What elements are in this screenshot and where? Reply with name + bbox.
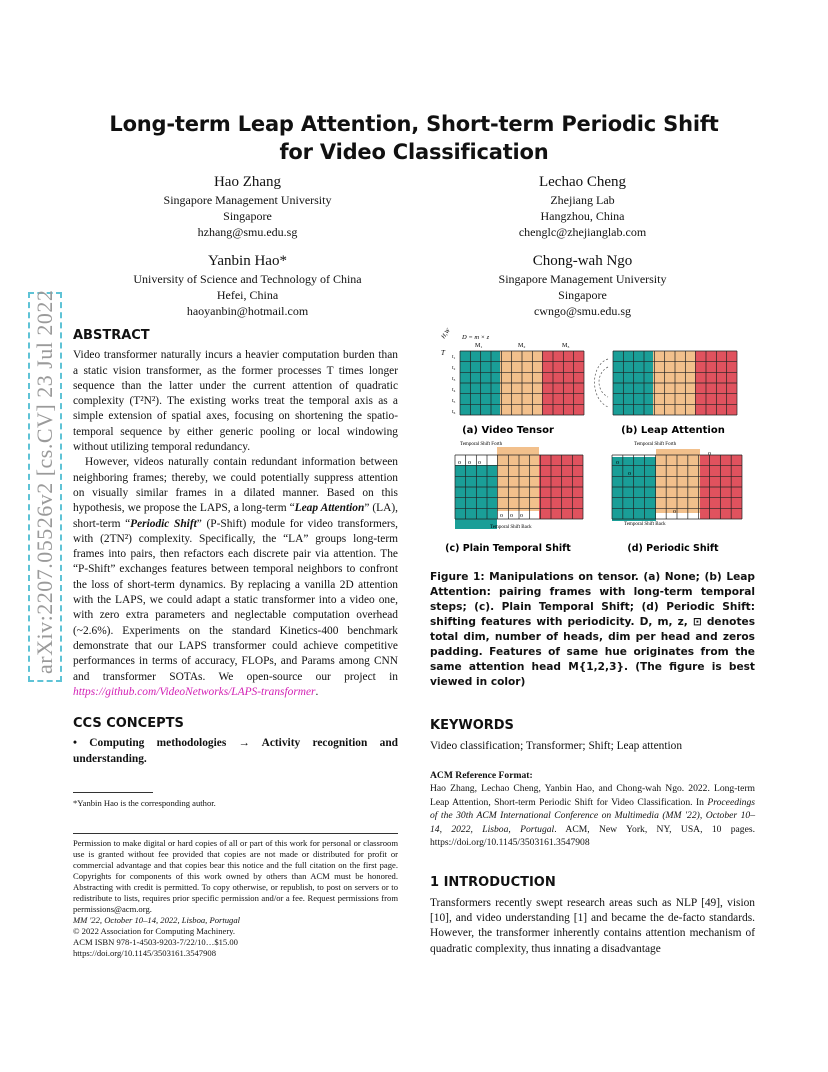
label-a: (a) Video Tensor [462,425,554,436]
intro-heading: 1 INTRODUCTION [430,874,556,890]
reference-authors: Hao Zhang, Lechao Cheng, Yanbin Hao, and Chong-wah Ngo. 2022. Long-term Leap Attention, Short-term Periodic Shift for Video Classification. In [430,783,755,808]
title-line-1: Long-term Leap Attention, Short-term Periodic Shift [109,112,719,136]
author-location: Hangzhou, China [540,209,625,223]
ccs-heading: CCS CONCEPTS [73,716,184,732]
head-label-1: M₁ [475,343,483,349]
svg-text:o: o [673,509,676,515]
t-label: t₂ [452,365,456,371]
pair-arc [599,367,608,397]
shift-forth-label: Temporal Shift Forth [460,442,503,447]
svg-text:o: o [510,513,513,519]
author-location: Hefei, China [216,288,279,302]
shift-forth-label: Temporal Shift Forth [634,442,677,447]
panel-periodic-shift [612,442,742,527]
ccs-concepts: • Computing methodologies → Activity recognition and understanding. [73,737,398,765]
head-label-3: M₃ [562,343,570,349]
author-email: hzhang@smu.edu.sg [197,225,298,239]
abstract-paragraph-1: Video transformer naturally incurs a heavier computation burden than a static vision transformer, as the former processes T times longer sequence than the latter under the current attention of quadratic complexity (T²N²). The existing works treat the temporal axis as a simple extension of spatial axes, focusing on shortening the spatio-temporal sequence by either generic pooling or local windowing without utilizing temporal redundancy. [73,349,398,454]
shifted-orange [497,447,539,511]
reference-tail: . ACM, New York, NY, USA, 10 pages. https://doi.org/10.1145/3503161.3547908 [430,823,755,849]
label-c: (c) Plain Temporal Shift [445,543,571,554]
author-email: cwngo@smu.edu.sg [533,304,632,318]
abstract-text: ” (P-Shift) module for video transformers, with (2TN²) complexity. Specifically, the “LA” groups long-term frames into pairs, then refactors each discrete pair via attention. The “P-Shift” exchanges features between temporal neighbors to confront the loss of short-term dynamics. By replacing a vanilla 2D attention with the LAPS, we could adapt a static transformer into a video one, with zero extra parameters and neglectable computation overhead (~2.6%). Experiments on the standard Kinetics-400 benchmark demonstrate that our LAPS transformer could achieve competitive performances in terms of accuracy, FLOPs, and Params among CNN and transformer SOTAs. We open-source our project in [73,517,398,683]
t-label: t₅ [452,398,456,404]
figure-caption: Figure 1: Manipulations on tensor. (a) None; (b) Leap Attention: pairing frames with long-term temporal steps; (c). Plain Temporal Shift; (d) Periodic Shift: shifting features with periodicity. D, m, z, ⊡ denotes total dim, number of heads, dim per head and zeros padding. Features of same hue originates from the same attention head M{1,2,3}. (The figure is best viewed in color) [430,571,755,688]
svg-text:o: o [468,460,471,466]
author-name: Chong-wah Ngo [532,253,633,269]
abstract-text: . [315,685,319,698]
svg-text:o: o [520,513,523,519]
title-line-2: for Video Classification [279,140,549,164]
isbn-line: ACM ISBN 978-1-4503-9203-7/22/10…$15.00 [73,937,238,947]
author-email: haoyanbin@hotmail.com [186,304,309,318]
footnote: *Yanbin Hao is the corresponding author. [73,798,216,808]
svg-text:o: o [708,451,711,457]
t-label: t₆ [452,409,456,415]
periodic-shift-term: Periodic Shift [130,517,197,530]
right-column [430,718,755,957]
permission-text: Permission to make digital or hard copies of all or part of this work for personal or classroom use is granted without fee provided that copies are not made or distributed for profit or commercial advantage and that copies bear this notice and the full citation on the first page. Copyrights for components of this work owned by others than ACM must be honored. Abstracting with credit is permitted. To copy otherwise, or republish, to post on servers or to redistribute to lists, requires prior specific permission and/or a fee. Request permissions from permissions@acm.org. [73,838,398,914]
pair-arc [595,359,609,407]
author-affiliation: Singapore Management University [498,272,667,286]
permission-rule [73,833,398,834]
svg-text:o: o [500,513,503,519]
author-name: Yanbin Hao* [208,253,287,269]
t-axis-label: T [441,349,445,357]
author-affiliation: Singapore Management University [163,193,332,207]
project-link[interactable]: https://github.com/VideoNetworks/LAPS-transformer [73,685,316,698]
svg-text:o: o [616,460,619,466]
author-block-1 [100,172,395,240]
panel-leap-attention [595,351,738,415]
author-name: Lechao Cheng [538,174,627,190]
abstract-heading: ABSTRACT [73,328,150,343]
t-label: t₄ [452,387,456,393]
figure-1 [430,325,760,555]
t-label: t₃ [452,376,456,382]
copyright-line: © 2022 Association for Computing Machinery. [73,926,236,936]
keywords-heading: KEYWORDS [430,718,514,733]
shift-back-label: Temporal Shift Back [624,522,666,527]
label-d: (d) Periodic Shift [627,543,719,554]
shift-back-label: Temporal Shift Back [490,525,532,530]
dim-label: D = m × z [462,334,490,341]
acm-reference [430,769,755,850]
head-label-2: M₂ [518,343,526,349]
venue-line: MM '22, October 10–14, 2022, Lisboa, Portugal [73,915,241,925]
acm-reference-heading: ACM Reference Format: [430,769,533,781]
svg-text:o: o [458,460,461,466]
panel-video-tensor [440,327,584,415]
abstract-paragraph-2 [73,455,398,700]
author-block-3 [100,251,395,319]
svg-text:o: o [478,460,481,466]
arxiv-stamp: arXiv:2207.05526v2 [cs.CV] 23 Jul 2022 [28,292,62,682]
reference-proceedings: Proceedings of the 30th ACM International Conference on Multimedia (MM '22), October 10–14, 2022, Lisboa, Portugal [430,796,755,835]
abstract-text: However, videos naturally contain redundant information between neighboring frames; thereby, we could potentially suppress attention on visually similar frames in a dilated manner. Based on this hypothesis, we propose the LAPS, a long-term “ [73,456,398,515]
abstract-text: ” (LA), short-term “ [73,502,398,530]
author-location: Singapore [558,288,607,302]
keywords: Video classification; Transformer; Shift; Leap attention [430,740,683,753]
left-column [73,328,398,767]
author-location: Singapore [223,209,272,223]
author-block-4 [435,251,730,319]
author-affiliation: Zhejiang Lab [550,193,615,207]
permission-block [73,838,398,959]
svg-text:o: o [628,471,631,477]
hw-label: H,W [440,327,452,341]
footnote-rule [73,792,153,793]
doi-line: https://doi.org/10.1145/3503161.3547908 [73,948,216,958]
paper-title [0,110,828,166]
panel-plain-temporal-shift [455,442,583,530]
shifted-orange [656,449,700,513]
author-email: chenglc@zhejianglab.com [518,225,647,239]
author-affiliation: University of Science and Technology of China [133,272,362,286]
author-name: Hao Zhang [213,174,282,190]
intro-text: Transformers recently swept research areas such as NLP [49], vision [10], and video understanding [1] and became the de-facto standards. However, the transformer inherently contains attention mechanism of quadratic complexity, thus innating a disadvantage [430,896,755,955]
author-block-2 [435,172,730,240]
leap-attention-term: Leap Attention [294,502,365,515]
label-b: (b) Leap Attention [621,425,725,436]
t-label: t₁ [452,354,456,360]
